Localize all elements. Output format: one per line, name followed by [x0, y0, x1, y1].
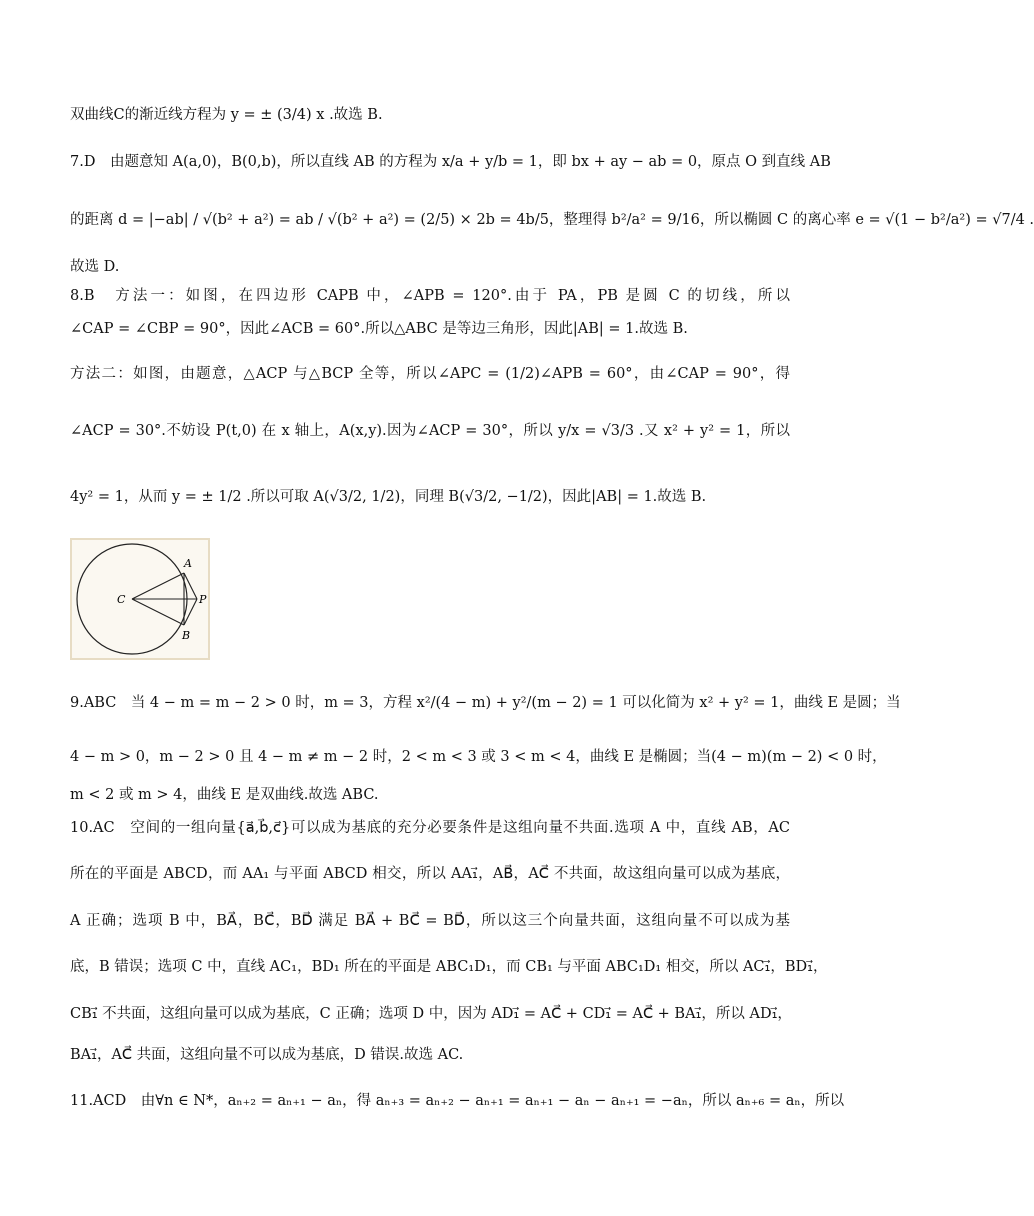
text-line-15: A 正确；选项 B 中，BA⃗，BC⃗，BD⃗ 满足 BA⃗ + BC⃗ = BD⃗，所以这三个向量共面，这组向量不可以成为基	[70, 913, 790, 929]
text-line-9: 4y² = 1，从而 y = ± 1/2 .所以可取 A(√3/2, 1/2)，同理 B(√3/2, −1/2)，因此|AB| = 1.故选 B.	[70, 489, 707, 505]
segment-cb	[132, 599, 184, 625]
label-c: C	[117, 593, 126, 606]
text-line-2: 7.D 由题意知 A(a,0)，B(0,b)，所以直线 AB 的方程为 x/a + y/b = 1，即 bx + ay − ab = 0，原点 O 到直线 AB	[70, 154, 831, 170]
label-a: A	[184, 557, 192, 570]
label-b: B	[182, 629, 191, 642]
text-line-12: m < 2 或 m > 4，曲线 E 是双曲线.故选 ABC.	[70, 787, 379, 803]
text-line-16: 底，B 错误；选项 C 中，直线 AC₁，BD₁ 所在的平面是 ABC₁D₁，而 CB₁ 与平面 ABC₁D₁ 相交，所以 AC₁⃗，BD₁⃗，	[70, 959, 828, 975]
text-line-11: 4 − m > 0，m − 2 > 0 且 4 − m ≠ m − 2 时，2 < m < 3 或 3 < m < 4，曲线 E 是椭圆；当(4 − m)(m − 2) < 0 时，	[70, 749, 887, 765]
text-line-19: 11.ACD 由∀n ∈ N*，aₙ₊₂ = aₙ₊₁ − aₙ，得 aₙ₊₃ = aₙ₊₂ − aₙ₊₁ = aₙ₊₁ − aₙ − aₙ₊₁ = −aₙ，所以 aₙ₊₆ = aₙ，所以	[70, 1093, 845, 1109]
circle-tangent-figure	[70, 538, 210, 660]
text-line-14: 所在的平面是 ABCD，而 AA₁ 与平面 ABCD 相交，所以 AA₁⃗，AB⃗，AC⃗ 不共面，故这组向量可以成为基底，	[70, 866, 790, 882]
text-line-10: 9.ABC 当 4 − m = m − 2 > 0 时，m = 3，方程 x²/(4 − m) + y²/(m − 2) = 1 可以化简为 x² + y² = 1，曲线 E 是圆；当	[70, 695, 901, 711]
segment-ca	[132, 573, 184, 599]
text-line-17: CB₁⃗ 不共面，这组向量可以成为基底，C 正确；选项 D 中，因为 AD₁⃗ = AC⃗ + CD₁⃗ = AC⃗ + BA₁⃗，所以 AD₁⃗，	[70, 1006, 792, 1022]
text-line-6: ∠CAP = ∠CBP = 90°，因此∠ACB = 60°.所以△ABC 是等边三角形，因此|AB| = 1.故选 B.	[70, 321, 688, 337]
text-line-1: 双曲线C的渐近线方程为 y = ± (3/4) x .故选 B.	[70, 107, 383, 123]
text-line-5: 8.B 方法一：如图，在四边形 CAPB 中，∠APB = 120°.由于 PA，PB 是圆 C 的切线，所以	[70, 288, 790, 304]
text-line-3: 的距离 d = |−ab| / √(b² + a²) = ab / √(b² + a²) = (2/5) × 2b = 4b/5，整理得 b²/a² = 9/16，所以椭圆 C 的离心率 e = √(1 − b²/a²) = √7/4 .	[70, 212, 1034, 228]
circle-diagram	[72, 540, 208, 658]
text-line-4: 故选 D.	[70, 259, 120, 275]
text-line-13: 10.AC 空间的一组向量{a⃗,b⃗,c⃗}可以成为基底的充分必要条件是这组向量不共面.选项 A 中，直线 AB，AC	[70, 820, 790, 836]
text-line-18: BA₁⃗，AC⃗ 共面，这组向量不可以成为基底，D 错误.故选 AC.	[70, 1047, 464, 1063]
text-line-8: ∠ACP = 30°.不妨设 P(t,0) 在 x 轴上，A(x,y).因为∠ACP = 30°，所以 y/x = √3/3 .又 x² + y² = 1，所以	[70, 423, 790, 439]
text-line-7: 方法二：如图，由题意，△ACP 与△BCP 全等，所以∠APC = (1/2)∠APB = 60°，由∠CAP = 90°，得	[70, 366, 790, 382]
label-p: P	[199, 593, 207, 606]
